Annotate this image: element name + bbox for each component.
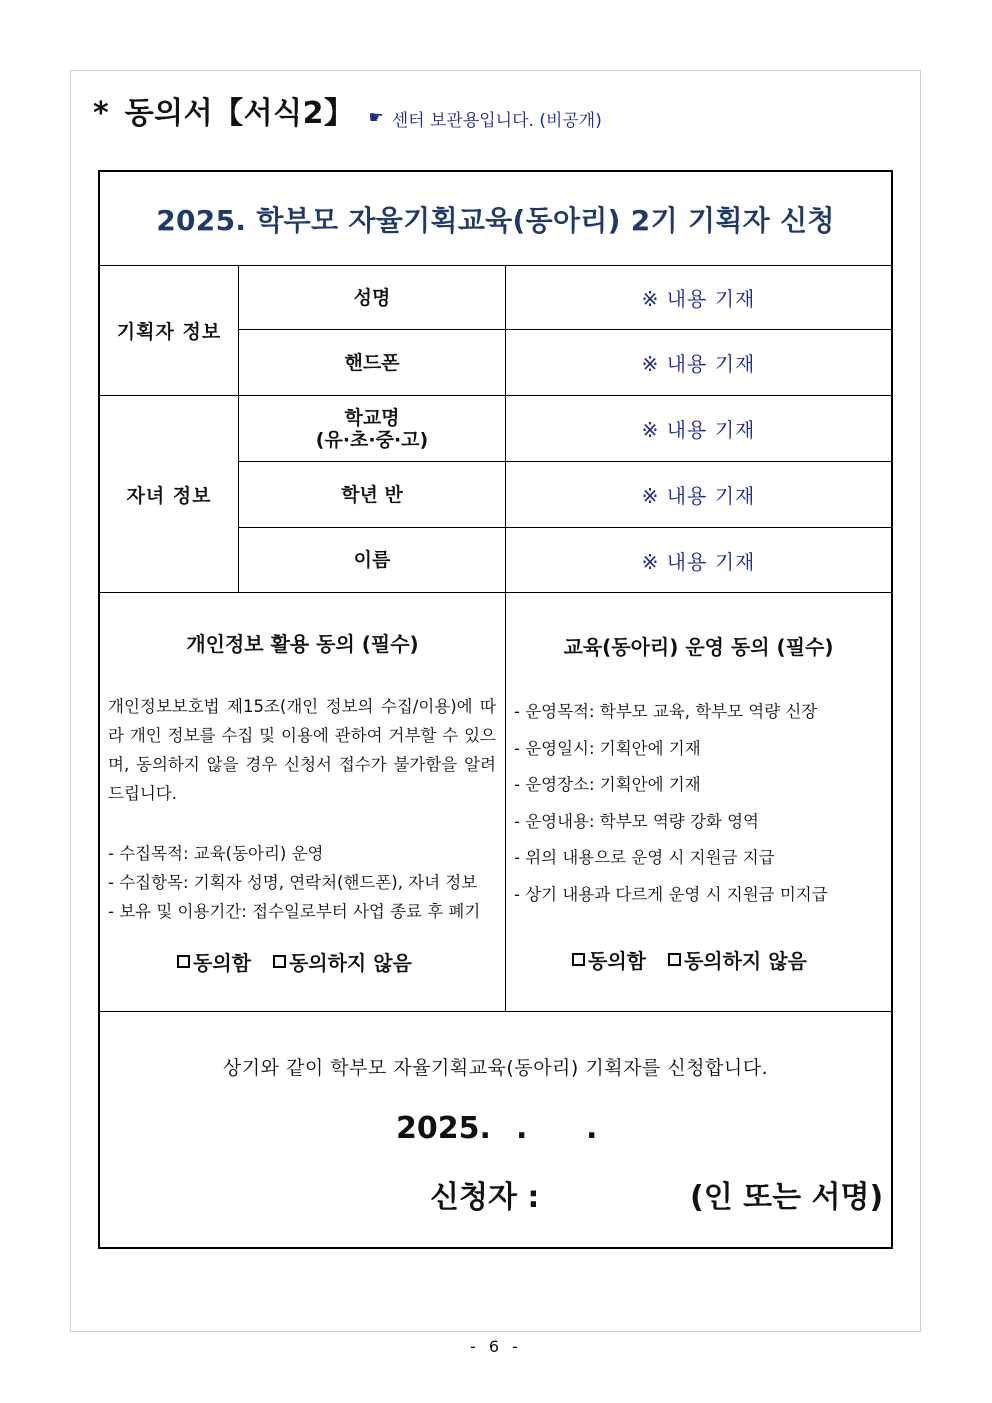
privacy-agree-checkbox[interactable] <box>177 947 251 976</box>
planner-info-label: 기획자 정보 <box>116 321 222 343</box>
operation-consent-choices <box>572 945 807 974</box>
list-item: - 운영장소: 기획안에 기재 <box>514 775 701 795</box>
operation-disagree-label: 동의하지 않음 <box>683 949 807 973</box>
privacy-consent-title: 개인정보 활용 동의 (필수) <box>186 632 419 656</box>
form-title: 2025. 학부모 자율기획교육(동아리) 2기 기획자 신청 <box>156 203 835 237</box>
applicant-label: 신청자 : <box>430 1180 540 1215</box>
heading-note-text: 센터 보관용입니다. (비공개) <box>391 110 602 131</box>
list-item: - 상기 내용과 다르게 운영 시 지원금 미지급 <box>514 884 828 904</box>
phone-field[interactable]: ※ 내용 기재 <box>641 352 756 376</box>
phone-label: 핸드폰 <box>344 351 400 374</box>
privacy-agree-label: 동의함 <box>193 951 251 975</box>
child-info-label: 자녀 정보 <box>126 484 212 507</box>
application-date-year[interactable]: 2025. <box>396 1111 491 1146</box>
application-date-month-dot: . <box>516 1111 528 1146</box>
application-date-day-dot: . <box>586 1111 598 1146</box>
signature-note[interactable]: (인 또는 서명) <box>690 1180 884 1215</box>
list-item: - 운영내용: 학부모 역량 강화 영역 <box>514 811 759 831</box>
school-field[interactable]: ※ 내용 기재 <box>641 418 756 442</box>
checkbox-icon <box>572 953 585 966</box>
child-name-label: 이름 <box>353 549 391 571</box>
privacy-disagree-label: 동의하지 않음 <box>288 951 412 975</box>
document-heading <box>93 88 602 132</box>
operation-agree-label: 동의함 <box>588 949 646 973</box>
operation-consent-title: 교육(동아리) 운영 동의 (필수) <box>563 635 834 659</box>
application-form-table <box>98 170 893 1249</box>
list-item: - 수집목적: 교육(동아리) 운영 <box>108 844 324 863</box>
school-label-line2: (유·초·중·고) <box>315 428 429 451</box>
privacy-consent-body: 개인정보보호법 제15조(개인 정보의 수집/이용)에 따라 개인 정보를 수집 및 이용에 관하여 거부할 수 있으며, 동의하지 않을 경우 신청서 접수가 불가함을 알려드립니다. <box>108 697 496 803</box>
operation-disagree-checkbox[interactable] <box>668 945 807 974</box>
privacy-disagree-checkbox[interactable] <box>273 947 412 976</box>
privacy-consent-items <box>108 839 480 926</box>
operation-consent-items <box>514 694 828 914</box>
grade-class-label: 학년 반 <box>341 483 403 506</box>
heading-star: * <box>93 96 109 131</box>
grade-class-field[interactable]: ※ 내용 기재 <box>641 484 756 508</box>
checkbox-icon <box>273 955 286 968</box>
school-label-line1: 학교명 <box>344 406 400 429</box>
application-statement: 상기와 같이 학부모 자율기획교육(동아리) 기획자를 신청합니다. <box>222 1057 769 1079</box>
checkbox-icon <box>177 955 190 968</box>
privacy-consent-choices <box>177 947 412 976</box>
list-item: - 수집항목: 기획자 성명, 연락처(핸드폰), 자녀 정보 <box>108 873 478 892</box>
heading-note <box>368 106 601 131</box>
school-label <box>239 396 505 461</box>
heading-title: 동의서【서식2】 <box>124 96 355 131</box>
list-item: - 보유 및 이용기간: 접수일로부터 사업 종료 후 폐기 <box>108 902 481 921</box>
name-field[interactable]: ※ 내용 기재 <box>641 287 756 311</box>
page-number: - 6 - <box>470 1337 522 1356</box>
list-item: - 운영일시: 기획안에 기재 <box>514 738 701 758</box>
list-item: - 위의 내용으로 운영 시 지원금 지급 <box>514 848 775 868</box>
pointing-hand-icon: ☛ <box>368 108 384 128</box>
operation-agree-checkbox[interactable] <box>572 945 646 974</box>
name-label: 성명 <box>353 286 391 309</box>
list-item: - 운영목적: 학부모 교육, 학부모 역량 신장 <box>514 702 818 721</box>
checkbox-icon <box>668 953 681 966</box>
child-name-field[interactable]: ※ 내용 기재 <box>641 549 756 574</box>
